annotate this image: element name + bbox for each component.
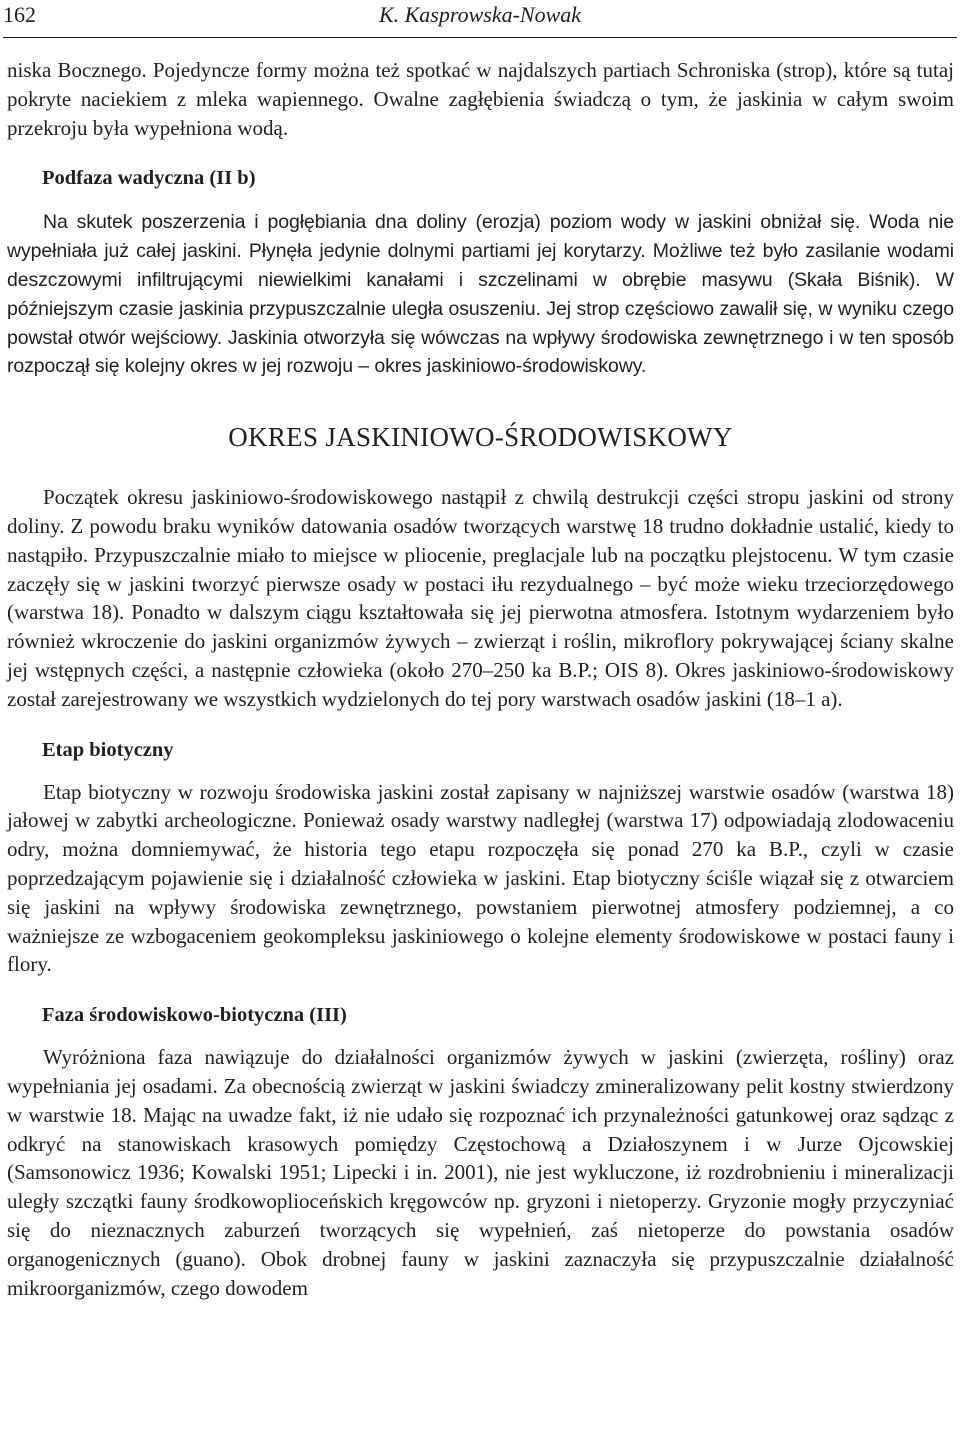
page-header	[0, 0, 960, 38]
paragraph-period-intro: Początek okresu jaskiniowo-środowiskowego nastąpił z chwilą destrukcji części stropu jaskini od strony doliny. Z powodu braku wyników datowania osadów tworzących warstwę 18 trudno dokładnie ustalić, kiedy to nastąpiło. Przypuszczalnie miało to miejsce w pliocenie, preglacjale lub na początku plejstocenu. W tym czasie zaczęły się w jaskini tworzyć pierwsze osady w postaci iłu rezydualnego – być może wieku trzeciorzędowego (warstwa 18). Ponadto w dalszym ciągu kształtowała się jej pierwotna atmosfera. Istotnym wydarzeniem było również wkroczenie do jaskini organizmów żywych – zwierząt i roślin, mikroflory pokrywającej ściany skalne jej wstępnych części, a następnie człowieka (około 270–250 ka B.P.; OIS 8). Okres jaskiniowo-środowiskowy został zarejestrowany we wszystkich wydzielonych do tej pory warstwach osadów jaskini (18–1 a).	[7, 485, 954, 711]
paragraph-stage: Etap biotyczny w rozwoju środowiska jaskini został zapisany w najniższej warstwie osadów (warstwa 18) jałowej w zabytki archeologiczne. Ponieważ osady warstwy nadległej (warstwa 17) odpowiadają zlodowaceniu odry, można domniemywać, że historia tego etapu rozpoczęła się ponad 270 ka B.P., czyli w czasie poprzedzającym pojawienie się i działalność człowieka w jaskini. Etap biotyczny ściśle wiązał się z otwarciem się jaskini na wpływy środowiska zewnętrznego, powstaniem pierwotnej atmosfery podziemnej, a co ważniejsze ze wzbogaceniem geokompleksu jaskiniowego o kolejne elementy środowiskowe w postaci fauny i flory.	[7, 779, 954, 977]
section-title: OKRES JASKINIOWO-ŚRODOWISKOWY	[228, 422, 733, 453]
running-head: K. Kasprowska-Nowak	[378, 2, 582, 27]
page-number: 162	[3, 2, 36, 27]
paragraph-phase: Wyróżniona faza nawiązuje do działalności organizmów żywych w jaskini (zwierzęta, rośliny) oraz wypełniania jej osadami. Za obecnością zwierząt w jaskini świadczy zmineralizowany pelit kostny stwierdzony w warstwie 18. Mając na uwadze fakt, iż nie udało się rozpoznać ich przynależności gatunkowej oraz sądząc z odkryć na stanowiskach krasowych pomiędzy Częstochową a Działoszynem i w Jurze Ojcowskiej (Samsonowicz 1936; Kowalski 1951; Lipecki i in. 2001), nie jest wykluczone, iż rozdrobnieniu i mineralizacji uległy szczątki fauny środkowoplioceńskich kręgowców np. gryzoni i nietoperzy. Gryzonie mogły przyczyniać się do nieznacznych zaburzeń tworzących się wypełnień, zaś nietoperze do powstania osadów organogenicznych (guano). Obok drobnej fauny w jaskini zaznaczyła się przypuszczalnie działalność mikroorganizmów, czego dowodem	[7, 1045, 954, 1300]
header-rule	[3, 37, 957, 38]
subheading-subphase: Podfaza wadyczna (II b)	[42, 167, 256, 190]
subheading-phase: Faza środowiskowo-biotyczna (III)	[42, 1004, 347, 1027]
paragraph-subphase: Na skutek poszerzenia i pogłębiania dna doliny (erozja) poziom wody w jaskini obniżał się. Woda nie wypełniała już całej jaskini. Płynęła jedynie dolnymi partiami jej korytarzy. Możliwe też było zasilanie wodami deszczowymi infiltrującymi niewielkimi kanałami i szczelinami w obrębie masywu (Skała Biśnik). W późniejszym czasie jaskinia przypuszczalnie uległa osuszeniu. Jej strop częściowo zawalił się, w wyniku czego powstał otwór wejściowy. Jaskinia otworzyła się wówczas na wpływy środowiska zewnętrznego i w ten sposób rozpoczął się kolejny okres w jej rozwoju – okres jaskiniowo-środowiskowy.	[7, 211, 954, 378]
paragraph-continuation: niska Bocznego. Pojedyncze formy można też spotkać w najdalszych partiach Schroniska (strop), które są tutaj pokryte naciekiem z mleka wapiennego. Owalne zagłębienia świadczą o tym, że jaskinia w całym swoim przekroju była wypełniona wodą.	[7, 58, 954, 140]
page-body	[7, 56, 954, 1302]
subheading-stage: Etap biotyczny	[42, 738, 174, 761]
